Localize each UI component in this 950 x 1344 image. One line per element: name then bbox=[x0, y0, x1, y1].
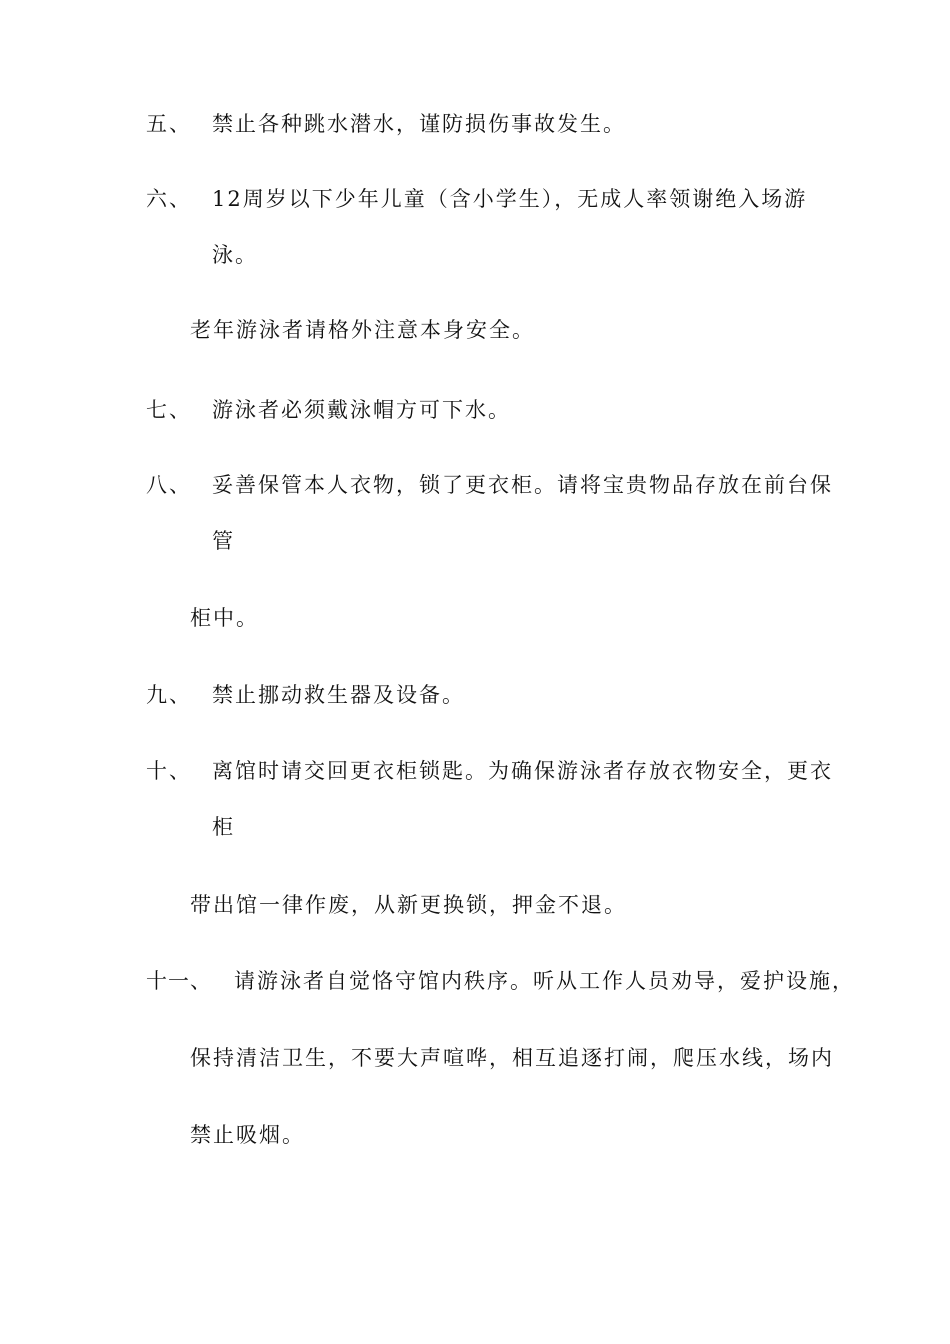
rule-8-text: 妥善保管本人衣物，锁了更衣柜。请将宝贵物品存放在前台保 bbox=[212, 473, 833, 497]
rule-10-text: 离馆时请交回更衣柜锁匙。为确保游泳者存放衣物安全，更衣 bbox=[212, 759, 833, 783]
rule-6-number: 六、 bbox=[146, 187, 192, 211]
rule-10-wrap: 柜 bbox=[212, 815, 235, 839]
rule-8-continuation: 柜中。 bbox=[190, 606, 259, 630]
rule-10-continuation: 带出馆一律作废，从新更换锁，押金不退。 bbox=[190, 893, 627, 917]
rule-8-wrap: 管 bbox=[212, 529, 235, 553]
rule-6-wrap: 泳。 bbox=[212, 243, 258, 267]
rule-5-text: 禁止各种跳水潜水，谨防损伤事故发生。 bbox=[212, 112, 626, 136]
rule-9-number: 九、 bbox=[146, 683, 192, 707]
rule-10-number: 十、 bbox=[146, 759, 192, 783]
rule-7-text: 游泳者必须戴泳帽方可下水。 bbox=[212, 398, 511, 422]
rule-11-text: 请游泳者自觉恪守馆内秩序。听从工作人员劝导，爱护设施， bbox=[234, 969, 855, 993]
elderly-note: 老年游泳者请格外注意本身安全。 bbox=[190, 318, 535, 342]
rule-7-number: 七、 bbox=[146, 398, 192, 422]
rule-11-number: 十一、 bbox=[146, 969, 212, 993]
rule-8-number: 八、 bbox=[146, 473, 192, 497]
rule-6-text: 12周岁以下少年儿童（含小学生），无成人率领谢绝入场游 bbox=[212, 187, 808, 211]
rule-5-number: 五、 bbox=[146, 112, 192, 136]
rule-9-text: 禁止挪动救生器及设备。 bbox=[212, 683, 465, 707]
rule-11-continuation-1: 保持清洁卫生，不要大声喧哗，相互追逐打闹，爬压水线，场内 bbox=[190, 1046, 834, 1070]
rule-11-continuation-2: 禁止吸烟。 bbox=[190, 1123, 305, 1147]
